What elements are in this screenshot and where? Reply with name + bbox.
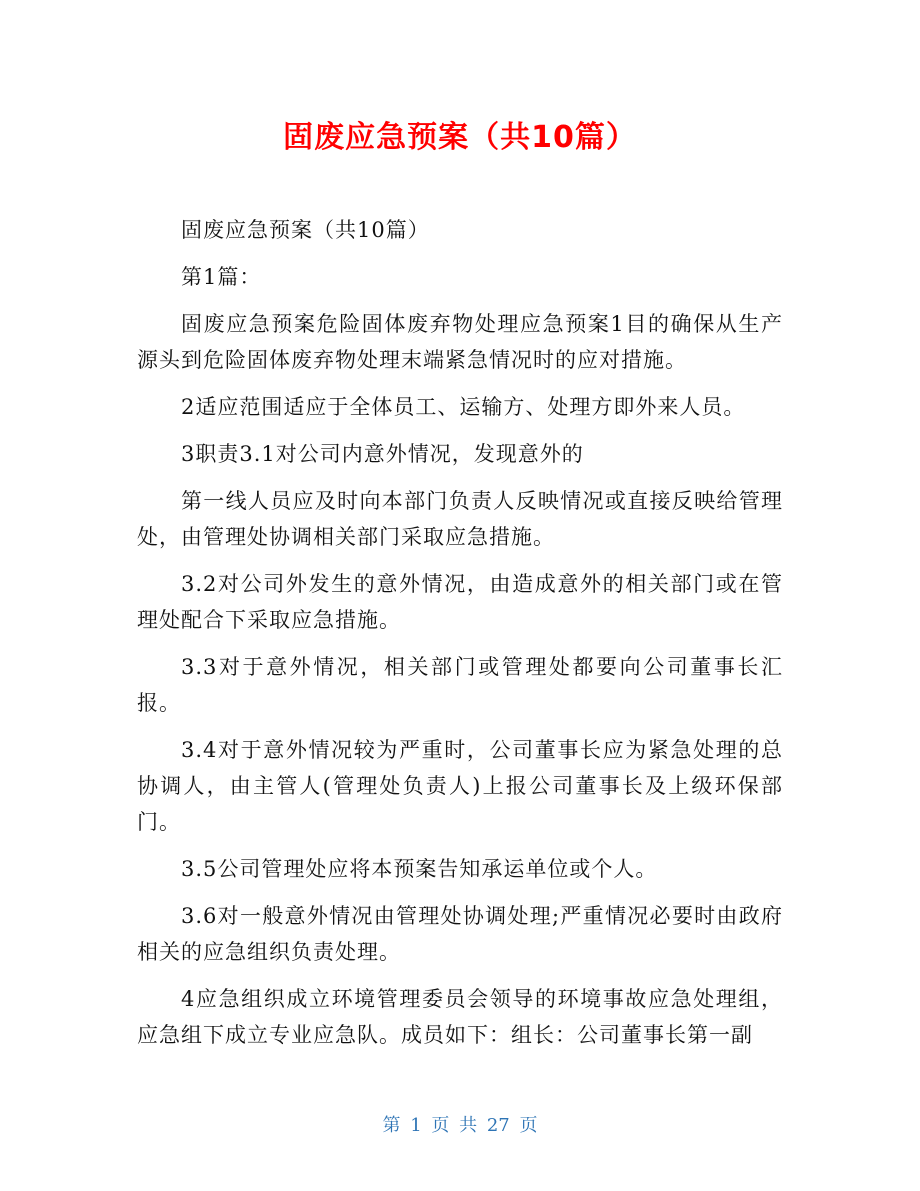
paragraph: 第一线人员应及时向本部门负责人反映情况或直接反映给管理处，由管理处协调相关部门采取应急措施。 bbox=[137, 489, 783, 549]
paragraph-subtitle: 固废应急预案（共10篇） bbox=[181, 218, 430, 242]
paragraph-section-heading: 第1篇： bbox=[181, 265, 262, 289]
paragraph: 固废应急预案危险固体废弃物处理应急预案1目的确保从生产源头到危险固体废弃物处理末端紧急情况时的应对措施。 bbox=[137, 312, 783, 372]
paragraph: 4应急组织成立环境管理委员会领导的环境事故应急处理组，应急组下成立专业应急队。成员如下：组长：公司董事长第一副 bbox=[137, 987, 783, 1047]
paragraph: 3.3对于意外情况，相关部门或管理处都要向公司董事长汇报。 bbox=[137, 655, 783, 715]
paragraph: 3职责3.1对公司内意外情况，发现意外的 bbox=[181, 442, 584, 466]
paragraph: 2适应范围适应于全体员工、运输方、处理方即外来人员。 bbox=[181, 395, 746, 419]
paragraph: 3.6对一般意外情况由管理处协调处理;严重情况必要时由政府相关的应急组织负责处理。 bbox=[137, 904, 783, 964]
paragraph: 3.2对公司外发生的意外情况，由造成意外的相关部门或在管理处配合下采取应急措施。 bbox=[137, 572, 783, 632]
paragraph: 3.4对于意外情况较为严重时，公司董事长应为紧急处理的总协调人，由主管人(管理处负责人)上报公司董事长及上级环保部门。 bbox=[137, 738, 783, 834]
page-number-footer: 第 1 页 共 27 页 bbox=[382, 1115, 538, 1136]
paragraph: 3.5公司管理处应将本预案告知承运单位或个人。 bbox=[181, 857, 658, 881]
document-title: 固废应急预案（共10篇） bbox=[283, 120, 637, 155]
document-body bbox=[137, 212, 783, 1064]
